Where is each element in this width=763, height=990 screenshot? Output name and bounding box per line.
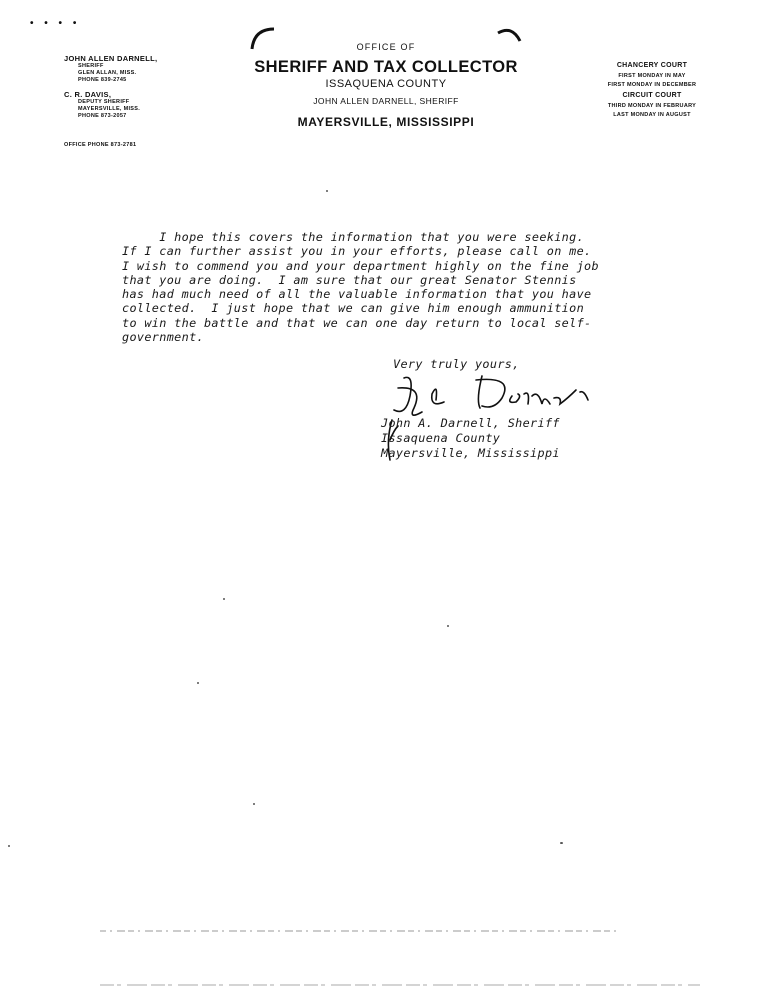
office-phone: OFFICE PHONE 873-2781 [64, 142, 137, 148]
signature-block [381, 416, 560, 461]
signer-county: Issaquena County [381, 431, 501, 445]
circuit-court-label: CIRCUIT COURT [622, 92, 682, 99]
scan-speck [223, 598, 225, 600]
letterhead-right-column [572, 60, 732, 120]
closing-line: Very truly yours, [393, 357, 520, 371]
letter-body: I hope this covers the information that you were seeking. If I can further assist you in your efforts, please call on me. I wish to commend you and your department highly on the fine job that you are doing. I am sure that our great Senator Stennis has had much need of all the valuable information that you have collected. I just hope that we can give him enough ammunition to win the battle and that we can one day return to local self- government. [122, 230, 599, 345]
scan-speck [197, 682, 199, 684]
town-name: MAYERSVILLE, MISSISSIPPI [297, 115, 475, 129]
deputy-place: MAYERSVILLE, MISS. [78, 106, 141, 112]
scan-speck [560, 842, 563, 844]
circuit-court-date1: THIRD MONDAY IN FEBRUARY [607, 103, 697, 109]
letterhead-left-column [64, 54, 157, 120]
scan-noise-line [100, 983, 700, 988]
scan-speck [253, 803, 255, 805]
scan-speck [447, 625, 449, 627]
circuit-court-date2: LAST MONDAY IN AUGUST [613, 112, 691, 118]
sheriff-line: JOHN ALLEN DARNELL, SHERIFF [313, 96, 459, 106]
county-name: ISSAQUENA COUNTY [325, 78, 447, 90]
signer-town: Mayersville, Mississippi [381, 446, 560, 460]
deputy-title: DEPUTY SHERIFF [78, 99, 130, 105]
signer-name: John A. Darnell, Sheriff [381, 416, 560, 430]
chancery-court-date2: FIRST MONDAY IN DECEMBER [607, 82, 697, 88]
scan-marks: • • • • [30, 18, 81, 29]
scan-speck [326, 190, 328, 192]
letterhead-title: SHERIFF AND TAX COLLECTOR [254, 58, 518, 76]
chancery-court-date1: FIRST MONDAY IN MAY [618, 73, 686, 79]
sheriff-name: JOHN ALLEN DARNELL, [64, 54, 158, 63]
sheriff-title: SHERIFF [78, 63, 104, 69]
deputy-phone: PHONE 873-2057 [78, 113, 127, 119]
deputy-name: C. R. DAVIS, [64, 90, 112, 99]
scan-noise-line [100, 928, 620, 934]
office-of-label: OFFICE OF [356, 42, 416, 52]
sheriff-phone: PHONE 839-2745 [78, 77, 127, 83]
chancery-court-label: CHANCERY COURT [616, 62, 688, 69]
scan-speck [8, 845, 10, 847]
sheriff-place: GLEN ALLAN, MISS. [78, 70, 137, 76]
